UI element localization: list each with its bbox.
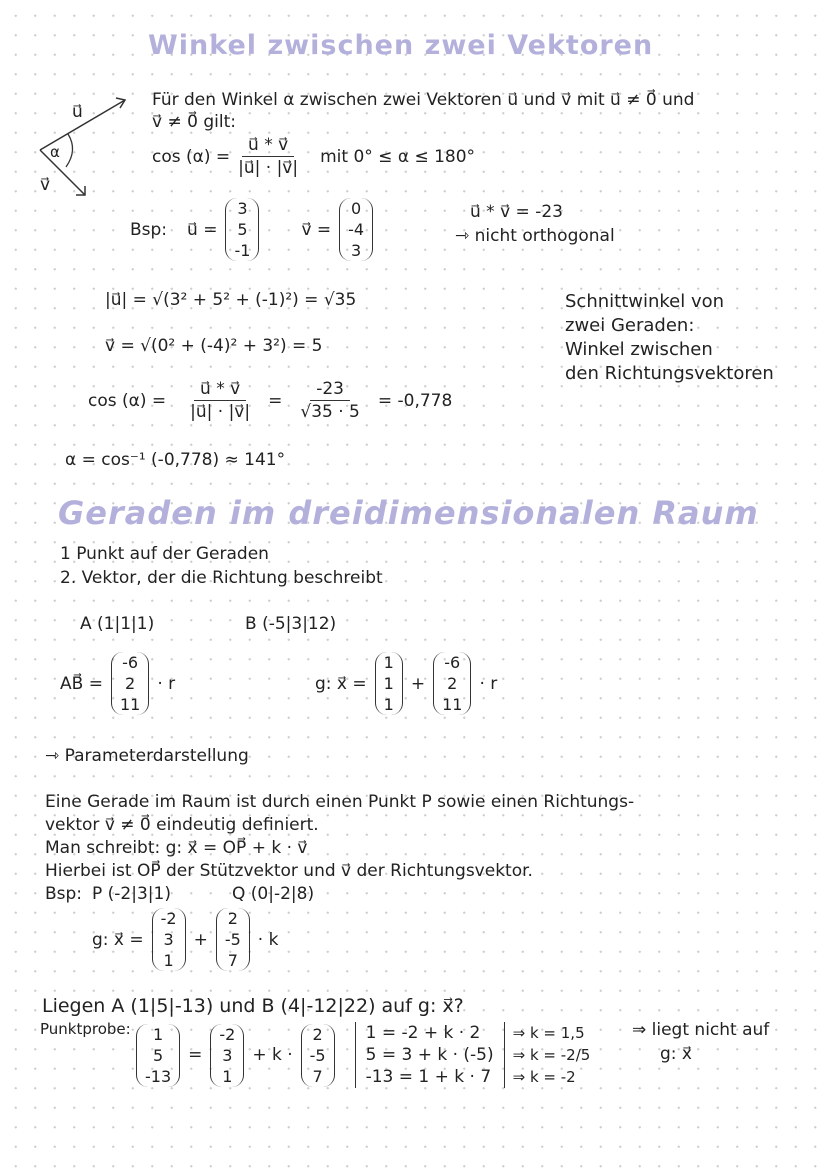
component: 2 [125, 674, 136, 693]
example-p: P (-2|3|1) [92, 884, 171, 904]
component: 1 [152, 1024, 164, 1044]
component: 2 [447, 674, 458, 693]
section-title-lines: Geraden im dreidimensionalen Raum [58, 494, 759, 532]
k-results [513, 1022, 591, 1088]
formula-condition: mit 0° ≤ α ≤ 180° [320, 146, 476, 167]
vector [216, 908, 250, 971]
formula-denominator: |u⃗| · |v⃗| [238, 158, 299, 178]
k: · k [257, 929, 279, 950]
example-label: Bsp: [45, 884, 83, 904]
side-note-line: Schnittwinkel von [565, 291, 725, 312]
component: 2 [227, 909, 238, 928]
g-eq: g: x⃗ = [315, 673, 367, 694]
question: Liegen A (1|5|-13) und B (4|-12|22) auf g: x⃗? [42, 995, 464, 1017]
component: 3 [237, 199, 248, 218]
diagram-u-label: u⃗ [72, 102, 83, 122]
component: 1 [383, 695, 394, 714]
v-eq: v⃗ = [301, 219, 332, 240]
equation: 5 = 3 + k · (-5) [365, 1045, 494, 1065]
plus: + [193, 929, 208, 950]
component: -5 [309, 1045, 326, 1065]
component: 1 [222, 1066, 233, 1086]
length-v: v⃗ = √(0² + (-4)² + 3²) = 5 [105, 336, 323, 356]
text-line: Eine Gerade im Raum ist durch einen Punkt P sowie einen Richtungs- [45, 792, 635, 812]
text-line: Man schreibt: g: x⃗ = OP⃗ + k · v⃗ [45, 838, 308, 858]
component: 1 [163, 951, 174, 970]
example-line-g [92, 908, 278, 971]
cos-lhs: cos (α) = [88, 390, 167, 411]
cos-fraction-2 [300, 378, 360, 423]
probe-label: Punktprobe: [40, 1020, 131, 1038]
equation: 1 = -2 + k · 2 [365, 1023, 481, 1043]
example-vectors [130, 198, 373, 261]
component: -6 [122, 653, 139, 672]
equation-system [355, 1022, 505, 1088]
r: · r [479, 673, 498, 694]
angle-formula [152, 134, 475, 179]
section-title-angle: Winkel zwischen zwei Vektoren [148, 30, 654, 61]
plus-k: + k · [252, 1045, 293, 1065]
component: 11 [442, 695, 463, 714]
num: -23 [310, 378, 350, 401]
plus: + [410, 673, 426, 694]
component: 11 [119, 695, 141, 714]
u-eq: u⃗ = [187, 219, 218, 240]
example-label: Bsp: [130, 219, 168, 240]
cos-result: = -0,778 [377, 390, 453, 411]
k-result: ⇒ k = -2 [512, 1068, 576, 1086]
component: 7 [312, 1066, 323, 1086]
formula-fraction [238, 134, 298, 179]
den: |u⃗| · |v⃗| [190, 402, 251, 422]
point-test [136, 1022, 590, 1088]
component: 1 [383, 674, 394, 693]
cos-calculation: cos (α) = $\frac{u⃗ * v⃗}{|u⃗| \cdot |v⃗|}$ = $\frac{-23}{√35 \cdot 5}$ = -0,778 [88, 379, 453, 422]
alpha-result: α = cos⁻¹ (-0,778) ≈ 141° [65, 450, 286, 470]
k-result: ⇒ k = 1,5 [512, 1024, 585, 1042]
list-item: 2. Vektor, der die Richtung beschreibt [60, 568, 383, 588]
component: -6 [444, 653, 461, 672]
vector [152, 908, 186, 971]
k-result: ⇒ k = -2/5 [512, 1046, 591, 1064]
component: 5 [152, 1045, 164, 1065]
text-line: vektor v⃗ ≠ 0⃗ eindeutig definiert. [45, 815, 319, 835]
line-g-equation [315, 652, 497, 715]
component: 0 [351, 199, 362, 218]
vector [111, 652, 149, 715]
vector [136, 1024, 180, 1087]
point-b: B (-5|3|12) [245, 614, 337, 634]
component: -4 [348, 220, 365, 239]
formula-lhs: cos (α) = [152, 146, 231, 167]
ab-eq: AB⃗ = [60, 673, 103, 694]
vector-u [225, 198, 259, 261]
side-note-line: den Richtungsvektoren [565, 363, 774, 384]
component: 7 [227, 951, 238, 970]
den: √35 · 5 [300, 402, 360, 422]
component: 3 [222, 1045, 233, 1065]
point-a: A (1|1|1) [80, 614, 155, 634]
vector [433, 652, 471, 715]
intro-line-2: v⃗ ≠ 0⃗ gilt: [152, 112, 236, 132]
vector-v [339, 198, 373, 261]
example-q: Q (0|-2|8) [232, 884, 315, 904]
text-line: Hierbei ist OP⃗ der Stützvektor und v⃗ der Richtungsvektor. [45, 861, 533, 881]
conclusion-line: g: x⃗ [660, 1044, 692, 1064]
conclusion: ⇒ liegt nicht auf [632, 1020, 770, 1040]
vector [210, 1024, 244, 1087]
component: 3 [351, 241, 362, 260]
component: -1 [234, 241, 251, 260]
side-note-line: zwei Geraden: [565, 315, 695, 336]
side-note [565, 290, 774, 386]
component: 1 [383, 653, 394, 672]
component: 2 [312, 1024, 323, 1044]
parameter-form: ⇾ Parameterdarstellung [45, 746, 249, 766]
r: · r [157, 673, 176, 694]
vector-ab [60, 652, 175, 715]
component: -5 [224, 930, 241, 949]
list-item: 1 Punkt auf der Geraden [60, 544, 269, 564]
g-eq: g: x⃗ = [92, 929, 144, 950]
component: -2 [219, 1024, 236, 1044]
equation: -13 = 1 + k · 7 [365, 1067, 492, 1087]
diagram-alpha-label: α [50, 143, 60, 161]
component: -2 [160, 909, 177, 928]
vector [375, 652, 403, 715]
cos-fraction-1 [190, 378, 250, 423]
vector [301, 1024, 335, 1087]
side-note-line: Winkel zwischen [565, 339, 713, 360]
dot-product: u⃗ * v⃗ = -23 [470, 202, 563, 222]
component: 3 [163, 930, 174, 949]
num: u⃗ * v⃗ [194, 378, 246, 401]
intro-line-1: Für den Winkel α zwischen zwei Vektoren u⃗ und v⃗ mit u⃗ ≠ 0⃗ und [152, 90, 695, 110]
diagram-v-label: v⃗ [40, 175, 51, 195]
component: -13 [145, 1066, 172, 1086]
equals: = [188, 1045, 203, 1065]
component: 5 [237, 220, 248, 239]
not-orthogonal: ⇾ nicht orthogonal [455, 226, 615, 246]
formula-numerator: u⃗ * v⃗ [242, 134, 294, 157]
length-u: |u⃗| = √(3² + 5² + (-1)²) = √35 [105, 290, 357, 310]
